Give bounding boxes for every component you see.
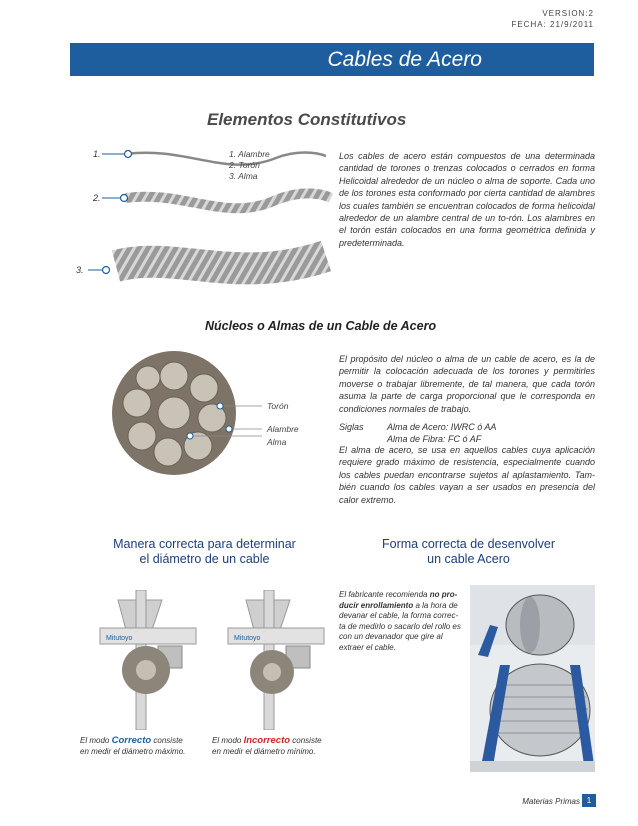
marker-2: 2. — [93, 193, 101, 203]
caption-correct — [80, 735, 185, 757]
list-item: 3. Alma — [229, 171, 258, 181]
component-list — [229, 149, 270, 182]
siglas-label: Siglas — [339, 422, 364, 432]
cable-spool-photo — [470, 585, 595, 772]
caliper-correct-photo — [98, 590, 198, 730]
sigla-item: Alma de Fibra: FC ó AF — [387, 434, 482, 444]
caption-line: en medir el diámetro mínimo. — [212, 747, 316, 756]
caption-highlight-incorrect: Incorrecto — [243, 735, 291, 746]
forma-text-pre: El fabricante recomienda — [339, 590, 430, 599]
section-title-manera — [92, 537, 317, 567]
caption-line: en medir el diámetro máximo. — [80, 747, 186, 756]
label-toron: Torón — [267, 401, 289, 411]
manera-title-line: Manera correcta para determinar — [113, 537, 296, 551]
marker-3: 3. — [76, 265, 84, 275]
caption-prefix: El modo — [80, 736, 112, 745]
wire-rope-illustration — [76, 138, 336, 298]
section-title-nucleos: Núcleos o Almas de un Cable de Acero — [205, 319, 437, 333]
page-number: 1 — [582, 794, 596, 807]
cable-cross-section-photo — [112, 348, 337, 478]
section-title-elementos: Elementos Constitutivos — [207, 110, 407, 129]
nucleos-paragraph-2: El alma de acero, se usa en aquellos cables cuya aplicación requiere grado máximo de resistencia, especialmente cuando los cables puedan encontrarse sujetos al aplastamiento. Tam-bién cuando los cables vayan a ser usados en presencia del calor extremo. — [339, 445, 595, 505]
forma-text-post: a la hora de devanar el cable, la forma correc-ta de medirlo o sacarlo del rollo es con un devanador que gire al extraer el cable. — [339, 600, 461, 652]
forma-paragraph — [339, 590, 464, 654]
version-block — [511, 8, 594, 30]
manera-title-line: el diámetro de un cable — [139, 552, 270, 566]
date-text: FECHA: 21/9/2011 — [511, 20, 594, 29]
sigla-item: Alma de Acero: IWRC ó AA — [387, 422, 497, 432]
elementos-paragraph: Los cables de acero están compuestos de una determinada cantidad de torones o trenzas colocados o cerrados en forma Helicoidal alrededor de un núcleo o alma de soporte. Cada uno de los torones esta conformado por cierta cantidad de alambres los cuales también se encuentran colocados de forma helicoidal alrededor de un alambre central de un to-rón. Los alambres en el torón están colocados en una forma geométrica definida y predeterminada. — [339, 151, 595, 248]
marker-1: 1. — [93, 149, 101, 159]
version-text: VERSION:2 — [542, 9, 594, 18]
footer-label: Materias Primas — [522, 797, 580, 806]
label-alma: Alma — [267, 437, 287, 447]
caption-suffix: consiste — [151, 736, 183, 745]
nucleos-paragraph-1: El propósito del núcleo o alma de un cable de acero, es la de permitir la colocación adecuada de los torones y permitirles moverse o trabajar libremente, de tal manera, que cada torón asuma la parte de carga proporcional que le corresponda en condiciones normales de trabajo. — [339, 354, 595, 414]
caption-incorrect — [212, 735, 322, 757]
page-title: Cables de Acero — [327, 48, 482, 71]
siglas-values — [387, 421, 496, 445]
caliper-incorrect-photo — [226, 590, 326, 730]
caption-suffix: consiste — [290, 736, 322, 745]
caption-highlight-correct: Correcto — [111, 735, 152, 746]
caption-prefix: El modo — [212, 736, 244, 745]
list-item: 2. Torón — [229, 160, 260, 170]
forma-title-line: Forma correcta de desenvolver — [382, 537, 555, 551]
list-item: 1. Alambre — [229, 149, 270, 159]
section-title-forma — [366, 537, 571, 567]
caliper-brand: Mitutoyo — [234, 635, 261, 642]
title-bar — [70, 43, 594, 76]
caliper-brand: Mitutoyo — [106, 635, 133, 642]
label-alambre: Alambre — [267, 424, 299, 434]
forma-text-bold: no pro-ducir enrollamiento — [339, 590, 458, 610]
forma-title-line: un cable Acero — [427, 552, 510, 566]
